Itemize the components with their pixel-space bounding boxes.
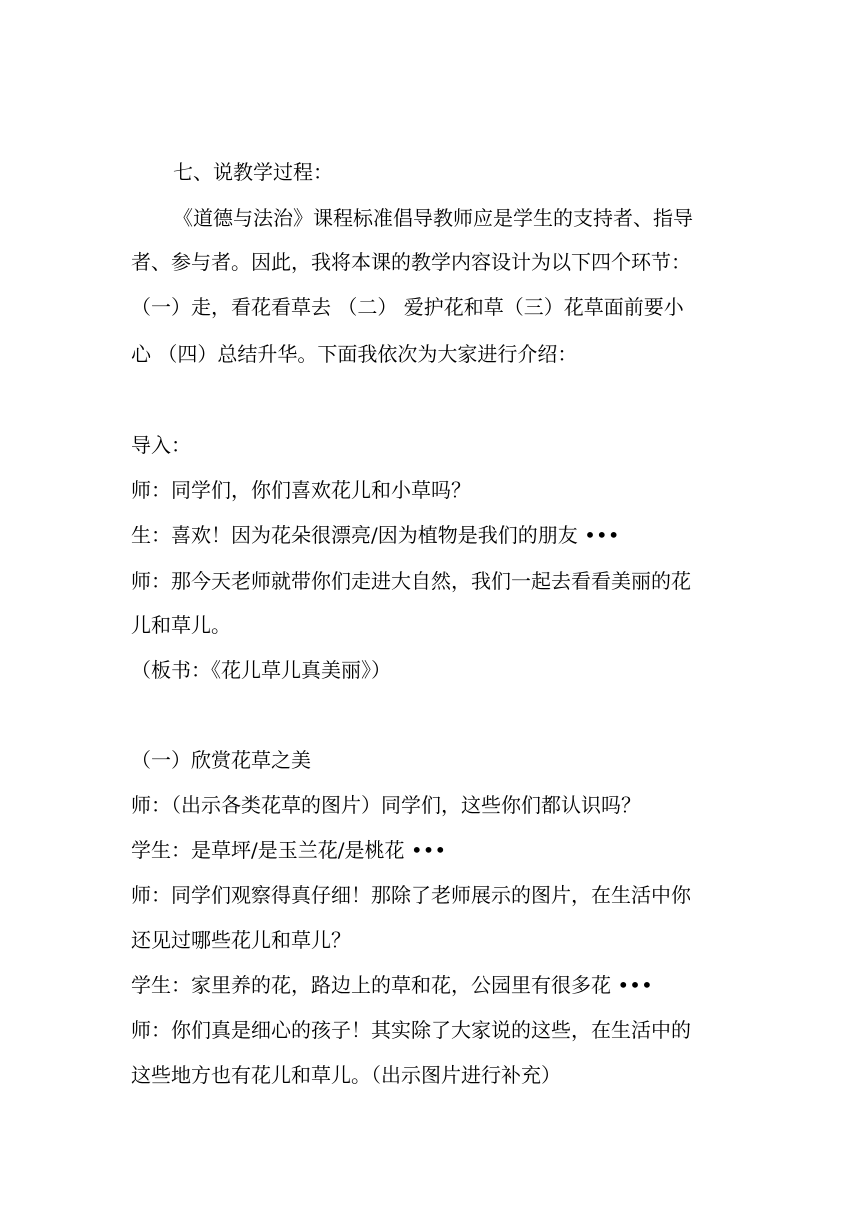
student-line: 学生：是草坪/是玉兰花/是桃花 ••• [131,838,447,862]
intro-paragraph-line: （一）走，看花看草去 （二） 爱护花和草（三）花草面前要小 [131,295,684,319]
intro-paragraph-line: 心 （四）总结升华。下面我依次为大家进行介绍： [131,342,578,366]
teacher-line: 师：同学们，你们喜欢花儿和小草吗？ [131,478,471,502]
teacher-line-continued: 儿和草儿。 [131,613,231,637]
board-note: （板书：《花儿草儿真美丽》） [131,658,391,682]
intro-paragraph-line: 《道德与法治》课程标准倡导教师应是学生的支持者、指导 [173,206,693,230]
teacher-line: 师：同学们观察得真仔细！那除了老师展示的图片，在生活中你 [131,883,691,907]
section-heading: 七、说教学过程： [173,160,333,184]
intro-paragraph-line: 者、参与者。因此，我将本课的教学内容设计为以下四个环节： [131,250,691,274]
teacher-line-continued: 这些地方也有花儿和草儿。（出示图片进行补充） [131,1063,561,1087]
student-line: 生：喜欢！因为花朵很漂亮/因为植物是我们的朋友 ••• [131,523,620,547]
lead-in-title: 导入： [131,433,191,457]
teacher-line: 师：那今天老师就带你们走进大自然，我们一起去看看美丽的花 [131,569,691,593]
teacher-line: 师：（出示各类花草的图片）同学们，这些你们都认识吗？ [131,793,641,817]
teacher-line: 师：你们真是细心的孩子！其实除了大家说的这些，在生活中的 [131,1018,691,1042]
section-title: （一）欣赏花草之美 [131,748,311,772]
student-line: 学生：家里养的花，路边上的草和花，公园里有很多花 ••• [131,973,653,997]
teacher-line-continued: 还见过哪些花儿和草儿？ [131,928,351,952]
